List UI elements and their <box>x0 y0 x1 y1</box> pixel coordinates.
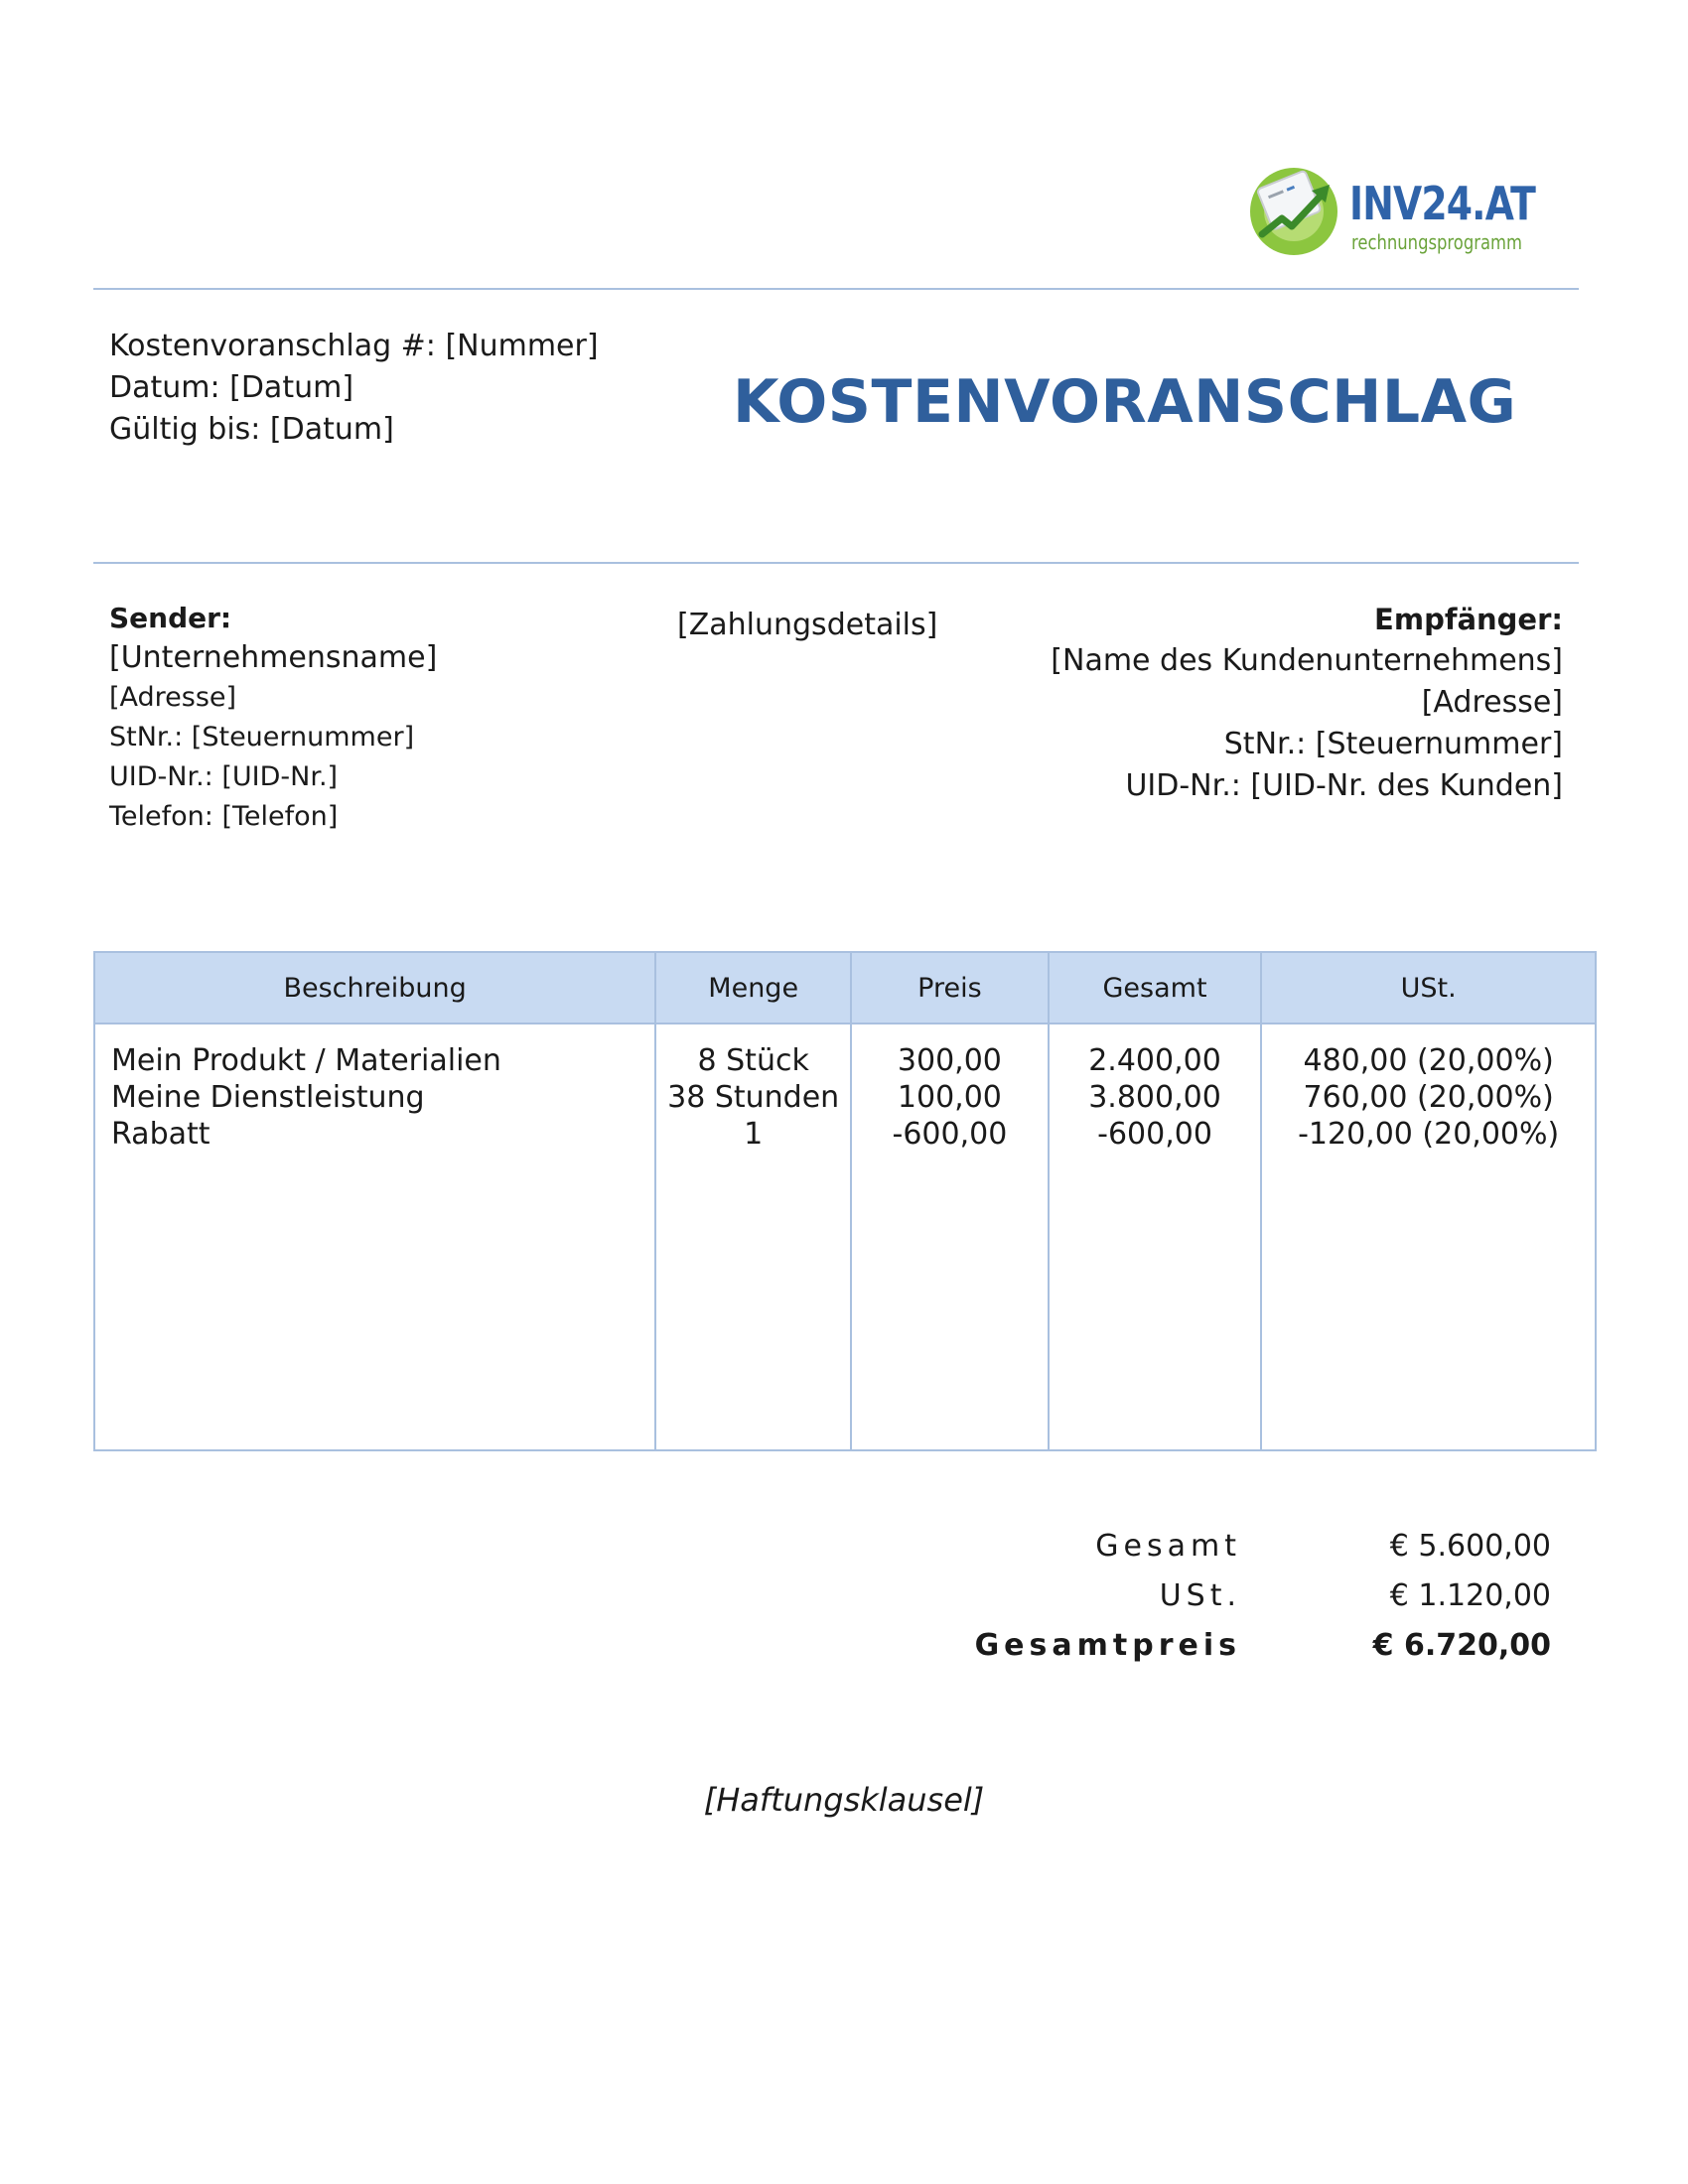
item-vat: 760,00 (20,00%) <box>1303 1080 1554 1115</box>
item-vat: 480,00 (20,00%) <box>1303 1043 1554 1078</box>
logo-text: INV24.AT <box>1349 177 1536 230</box>
recipient-block <box>1051 599 1563 807</box>
items-table <box>93 951 1597 1451</box>
item-vat: -120,00 (20,00%) <box>1298 1117 1560 1152</box>
grand-total-label: Gesamtpreis <box>974 1628 1241 1663</box>
item-price: 100,00 <box>897 1080 1002 1115</box>
item-total: -600,00 <box>1097 1117 1212 1152</box>
item-price: 300,00 <box>897 1043 1002 1078</box>
item-total: 3.800,00 <box>1088 1080 1221 1115</box>
header-vat: USt. <box>1261 952 1596 1024</box>
item-description: Meine Dienstleistung <box>111 1080 425 1115</box>
subtotal-label: Gesamt <box>1095 1529 1241 1564</box>
recipient-address: [Adresse] <box>1421 685 1563 720</box>
sender-phone: Telefon: [Telefon] <box>109 801 339 832</box>
item-quantity: 8 Stück <box>697 1043 809 1078</box>
description-column <box>94 1024 655 1450</box>
vat-total-label: USt. <box>1159 1578 1241 1613</box>
top-divider <box>93 288 1579 290</box>
recipient-company: [Name des Kundenunternehmens] <box>1051 643 1563 678</box>
recipient-tax-number: StNr.: [Steuernummer] <box>1223 727 1563 761</box>
sender-vat-id: UID-Nr.: [UID-Nr.] <box>109 761 339 792</box>
item-total: 2.400,00 <box>1088 1043 1221 1078</box>
header-quantity: Menge <box>655 952 851 1024</box>
sender-label: Sender: <box>109 602 232 634</box>
middle-divider <box>93 562 1579 564</box>
payment-details: [Zahlungsdetails] <box>677 608 938 642</box>
table-header-row <box>94 952 1596 1024</box>
document-title: KOSTENVORANSCHLAG <box>733 367 1517 437</box>
vat-column <box>1261 1024 1596 1450</box>
sender-tax-number: StNr.: [Steuernummer] <box>109 722 415 752</box>
subtotal-value: € 5.600,00 <box>1389 1529 1551 1564</box>
quote-date: Datum: [Datum] <box>109 370 354 405</box>
sender-block <box>109 599 437 837</box>
header-price: Preis <box>851 952 1049 1024</box>
vat-total-value: € 1.120,00 <box>1389 1578 1551 1613</box>
item-price: -600,00 <box>892 1117 1008 1152</box>
header-description: Beschreibung <box>94 952 655 1024</box>
liability-clause: [Haftungsklausel] <box>703 1781 985 1819</box>
grand-total-value: € 6.720,00 <box>1372 1628 1551 1663</box>
company-logo <box>1246 157 1536 266</box>
logo-subtitle: rechnungsprogramm <box>1351 230 1523 254</box>
quote-number: Kostenvoranschlag #: [Nummer] <box>109 329 599 363</box>
item-quantity: 38 Stunden <box>667 1080 840 1115</box>
document-meta <box>109 326 599 451</box>
item-description: Rabatt <box>111 1117 211 1152</box>
sender-address: [Adresse] <box>109 682 237 713</box>
price-column <box>851 1024 1049 1450</box>
recipient-vat-id: UID-Nr.: [UID-Nr. des Kunden] <box>1125 768 1563 803</box>
item-quantity: 1 <box>744 1117 764 1152</box>
total-column <box>1049 1024 1262 1450</box>
recipient-label: Empfänger: <box>1374 603 1563 636</box>
logo-graphic-icon <box>1246 157 1345 256</box>
item-description: Mein Produkt / Materialien <box>111 1043 501 1078</box>
table-body-row <box>94 1024 1596 1450</box>
header-total: Gesamt <box>1049 952 1262 1024</box>
valid-until: Gültig bis: [Datum] <box>109 412 394 447</box>
sender-company: [Unternehmensname] <box>109 640 438 675</box>
quantity-column <box>655 1024 851 1450</box>
